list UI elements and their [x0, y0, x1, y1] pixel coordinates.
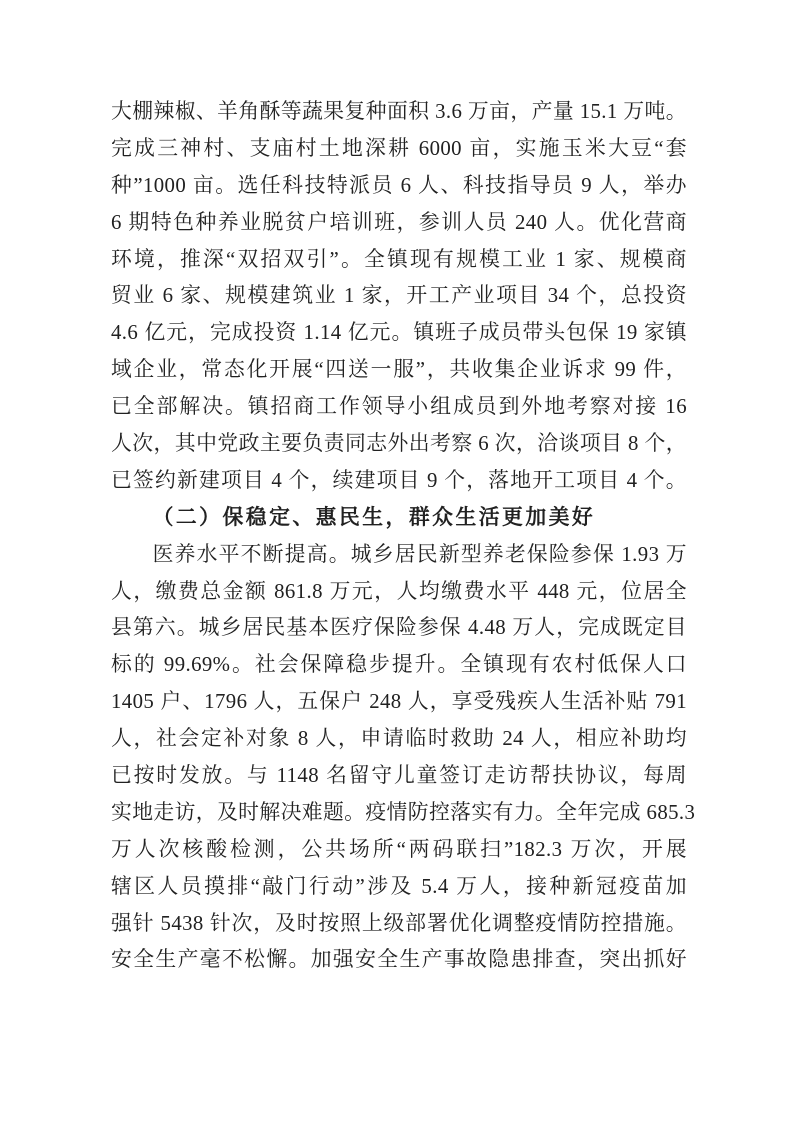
text-line: 1405 户、1796 人，五保户 248 人，享受残疾人生活补贴 791	[111, 690, 687, 714]
text-line: 实地走访，及时解决难题。疫情防控落实有力。全年完成 685.3	[111, 800, 696, 824]
text-line: 种”1000 亩。选任科技特派员 6 人、科技指导员 9 人，举办	[111, 173, 687, 197]
text-line: 万人次核酸检测，公共场所“两码联扫”182.3 万次，开展	[111, 837, 687, 861]
text-line: 强针 5438 针次，及时按照上级部署优化调整疫情防控措施。	[111, 911, 687, 935]
text-line: 域企业，常态化开展“四送一服”，共收集企业诉求 99 件，	[111, 358, 687, 382]
text-line: 人，社会定补对象 8 人，申请临时救助 24 人，相应补助均	[111, 727, 687, 751]
text-line: 已按时发放。与 1148 名留守儿童签订走访帮扶协议，每周	[111, 764, 687, 788]
text-line: 4.6 亿元，完成投资 1.14 亿元。镇班子成员带头包保 19 家镇	[111, 321, 687, 345]
text-line: 贸业 6 家、规模建筑业 1 家，开工产业项目 34 个，总投资	[111, 284, 687, 308]
text-line: 6 期特色种养业脱贫户培训班，参训人员 240 人。优化营商	[111, 210, 687, 234]
text-line: 环境，推深“双招双引”。全镇现有规模工业 1 家、规模商	[111, 247, 687, 271]
text-line: 辖区人员摸排“敲门行动”涉及 5.4 万人，接种新冠疫苗加	[111, 874, 687, 898]
text-line: 已全部解决。镇招商工作领导小组成员到外地考察对接 16	[111, 395, 687, 419]
text-block	[111, 94, 696, 979]
text-line: 安全生产毫不松懈。加强安全生产事故隐患排查，突出抓好	[111, 948, 687, 972]
text-line: 人，缴费总金额 861.8 万元，人均缴费水平 448 元，位居全	[111, 579, 687, 603]
text-line: 医养水平不断提高。城乡居民新型养老保险参保 1.93 万	[152, 542, 687, 566]
text-line: 已签约新建项目 4 个，续建项目 9 个，落地开工项目 4 个。	[111, 468, 687, 492]
section-heading: （二）保稳定、惠民生，群众生活更加美好	[152, 505, 596, 529]
text-line: 人次，其中党政主要负责同志外出考察 6 次，洽谈项目 8 个，	[111, 432, 687, 456]
text-line: 大棚辣椒、羊角酥等蔬果复种面积 3.6 万亩，产量 15.1 万吨。	[111, 100, 687, 123]
text-line: 县第六。城乡居民基本医疗保险参保 4.48 万人，完成既定目	[111, 616, 687, 640]
text-line: 完成三神村、支庙村土地深耕 6000 亩，实施玉米大豆“套	[111, 136, 687, 160]
text-line: 标的 99.69%。社会保障稳步提升。全镇现有农村低保人口	[111, 653, 687, 677]
